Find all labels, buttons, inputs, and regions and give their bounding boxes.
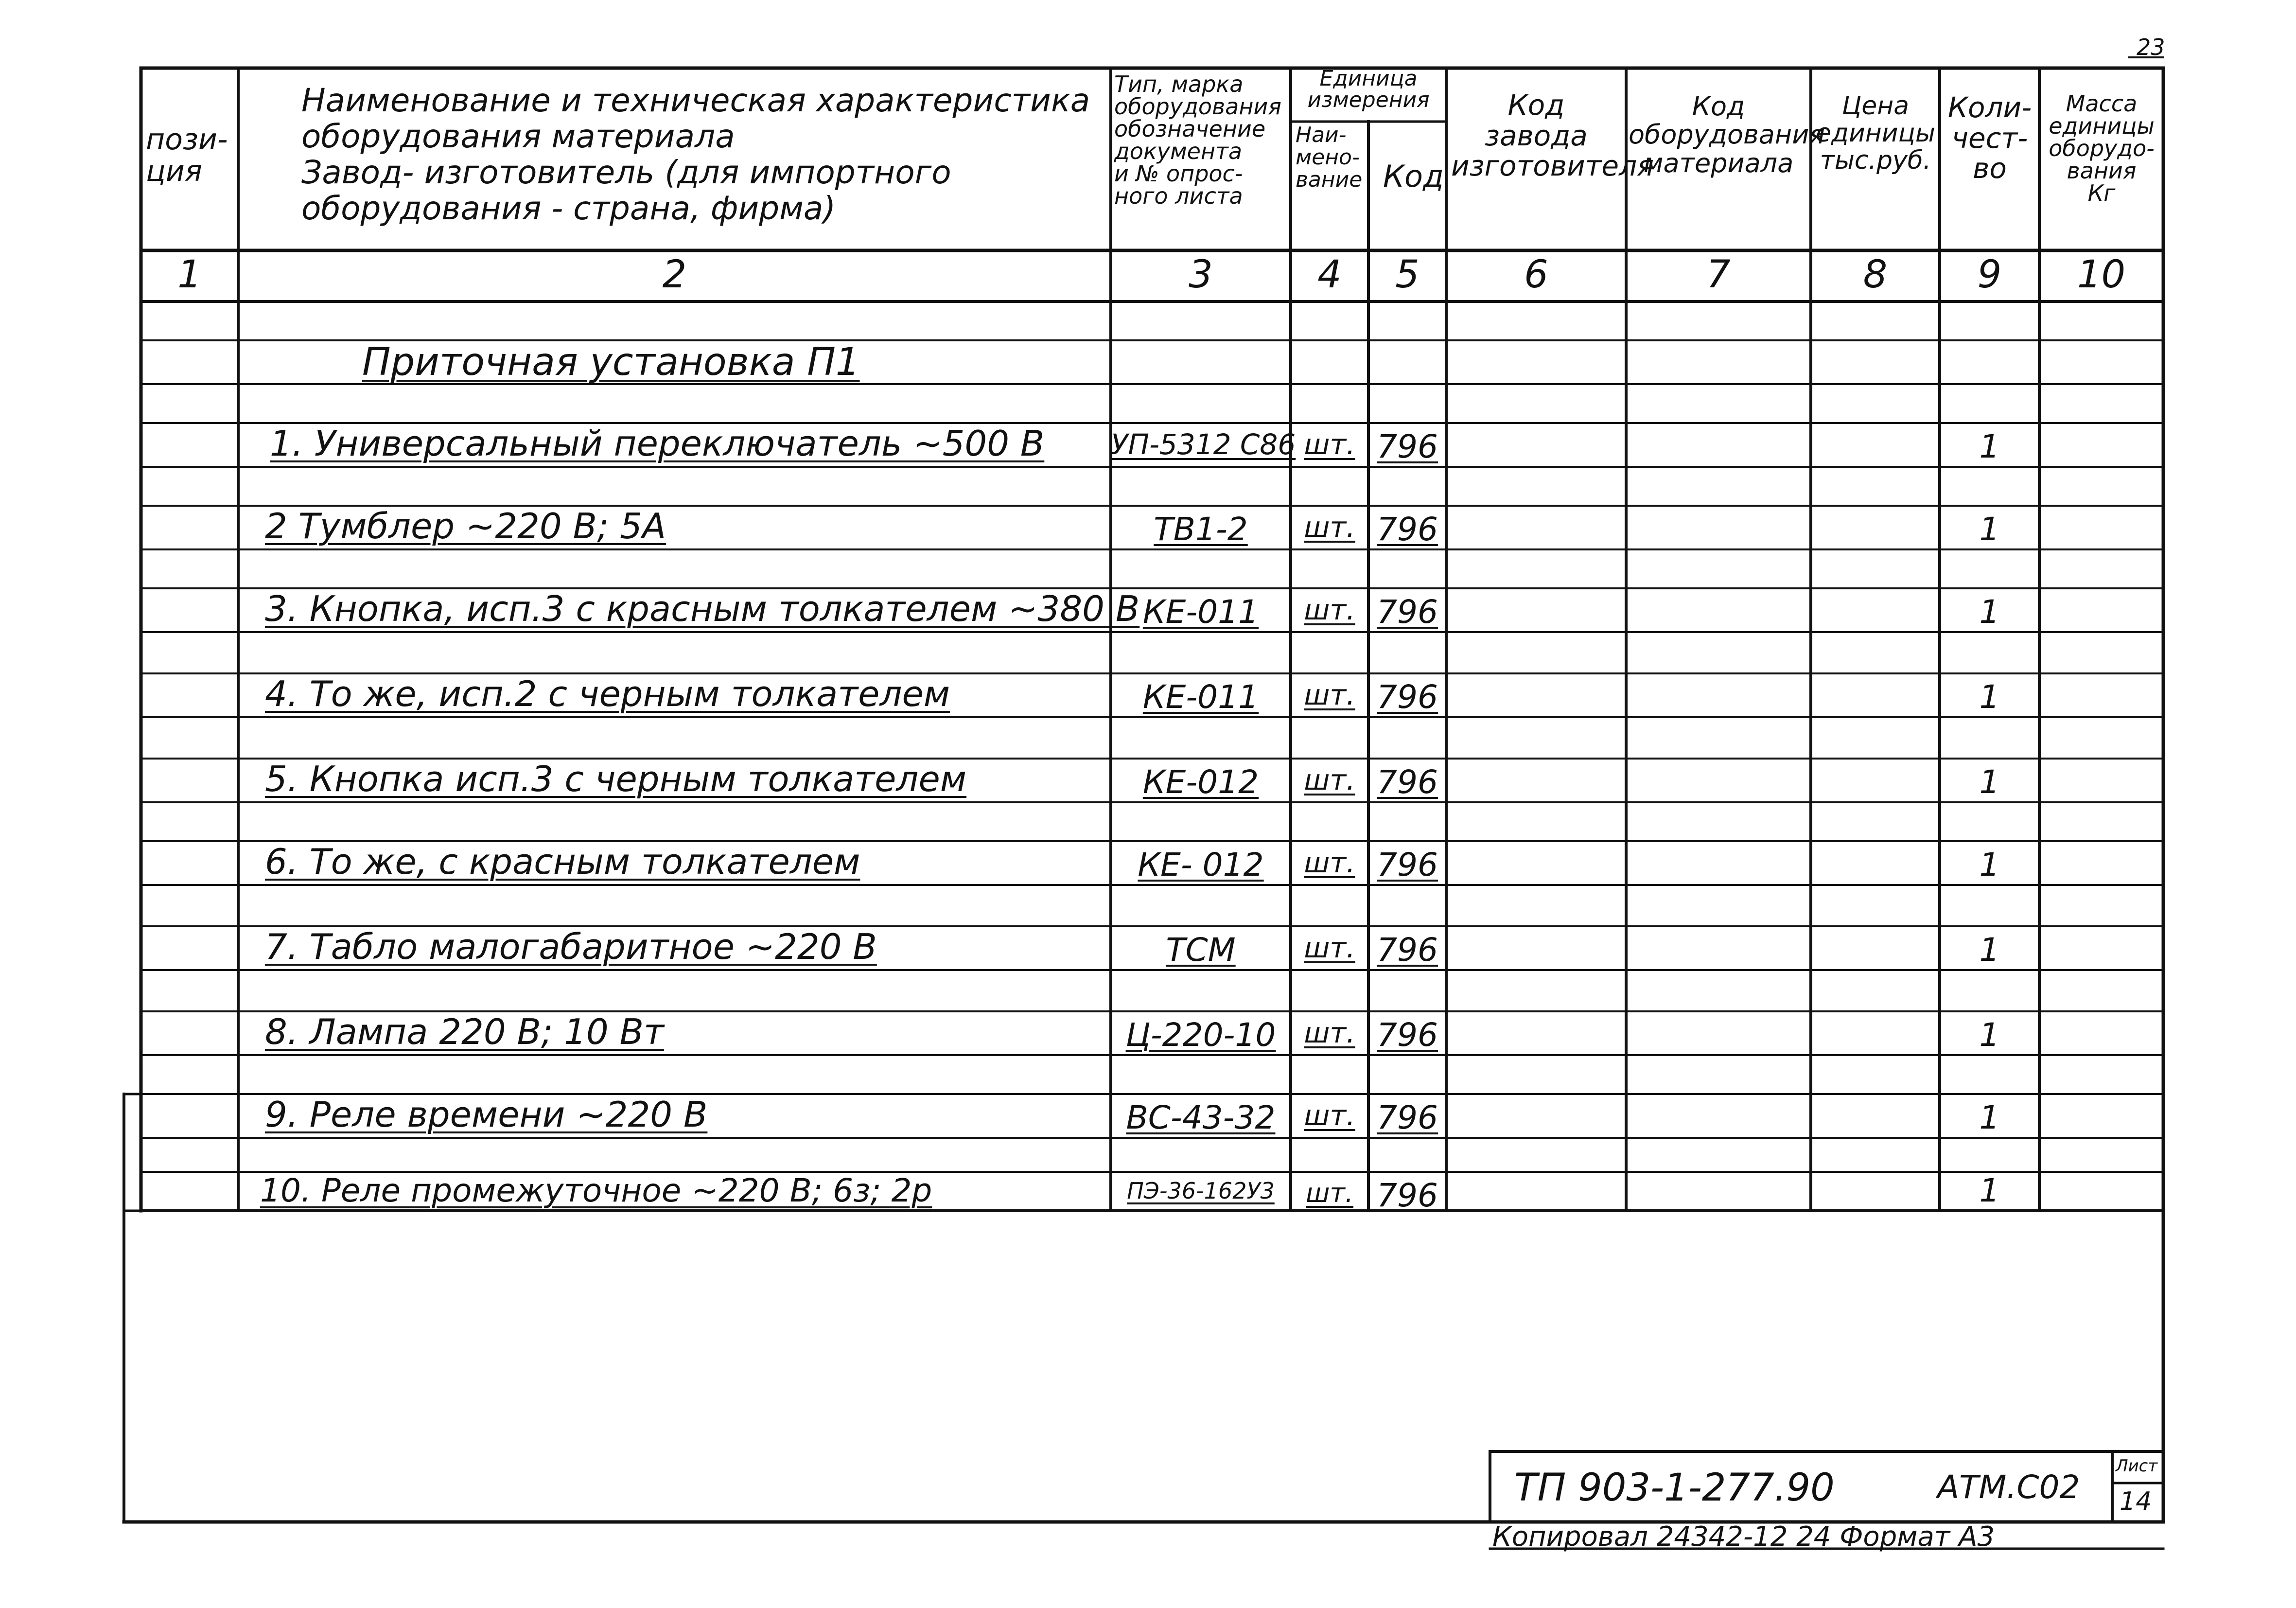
row-quantity: 1 bbox=[1979, 593, 2000, 631]
row-unit: шт. bbox=[1304, 1099, 1355, 1132]
row-name: 4. То же, исп.2 с черным толкателем bbox=[265, 673, 950, 714]
row-code: 796 bbox=[1377, 593, 1438, 631]
row-name: 1. Универсальный переключатель ~500 В bbox=[270, 423, 1045, 464]
column-number: 6 bbox=[1524, 253, 1548, 297]
row-quantity: 1 bbox=[1979, 428, 2000, 465]
row-unit: шт. bbox=[1304, 678, 1355, 711]
row-code: 796 bbox=[1377, 931, 1438, 969]
header-name: Наименование и техническая характеристика оборудования материала Завод- изготовитель (для импортного оборудования - страна, фирма) bbox=[301, 82, 1090, 227]
column-number: 8 bbox=[1863, 253, 1888, 297]
row-type: Ц-220-10 bbox=[1125, 1016, 1276, 1054]
row-type: ТСМ bbox=[1166, 931, 1236, 969]
row-name: 8. Лампа 220 В; 10 Вт bbox=[265, 1011, 664, 1052]
row-unit: шт. bbox=[1305, 1178, 1354, 1208]
copy-format-line: Копировал 24342-12 24 Формат А3 bbox=[1492, 1521, 1995, 1553]
row-code: 796 bbox=[1377, 428, 1438, 465]
row-type: УП-5312 С86 bbox=[1111, 428, 1296, 461]
row-unit: шт. bbox=[1304, 511, 1355, 544]
header-unit-code: Код bbox=[1383, 159, 1444, 194]
row-unit: шт. bbox=[1304, 931, 1355, 964]
header-price: Цена единицы тыс.руб. bbox=[1816, 91, 1935, 176]
row-code: 796 bbox=[1377, 511, 1438, 548]
sheet-number: 14 bbox=[2120, 1487, 2152, 1516]
row-quantity: 1 bbox=[1979, 678, 2000, 716]
row-unit: шт. bbox=[1304, 1016, 1355, 1049]
header-type: Тип, марка оборудования обозначение документа и № опрос- ного листа bbox=[1114, 71, 1281, 209]
row-quantity: 1 bbox=[1979, 511, 2000, 548]
column-number: 4 bbox=[1317, 253, 1342, 297]
column-number: 2 bbox=[662, 253, 687, 297]
header-mass: Масса единицы оборудо- вания Кг bbox=[2049, 90, 2155, 206]
row-quantity: 1 bbox=[1979, 1016, 2000, 1054]
sheet-code: АТМ.С02 bbox=[1937, 1468, 2080, 1506]
header-equipment-code: Код оборудования материала bbox=[1629, 91, 1825, 178]
row-code: 796 bbox=[1377, 1016, 1438, 1054]
header-position: пози- ция bbox=[146, 123, 228, 188]
column-number: 1 bbox=[177, 253, 202, 297]
row-name: 9. Реле времени ~220 В bbox=[265, 1094, 708, 1135]
row-code: 796 bbox=[1377, 678, 1438, 716]
row-unit: шт. bbox=[1304, 846, 1355, 879]
page-mark: 23 bbox=[2137, 34, 2165, 60]
row-code: 796 bbox=[1377, 1099, 1438, 1136]
row-code: 796 bbox=[1377, 846, 1438, 884]
column-number: 10 bbox=[2077, 253, 2126, 297]
row-type: ПЭ-36-162У3 bbox=[1127, 1178, 1275, 1204]
row-quantity: 1 bbox=[1979, 763, 2000, 801]
row-name: 3. Кнопка, исп.3 с красным толкателем ~380 В bbox=[265, 588, 1140, 629]
row-name: 10. Реле промежуточное ~220 В; 6з; 2р bbox=[260, 1172, 932, 1209]
row-quantity: 1 bbox=[1979, 846, 2000, 884]
row-name: 2 Тумблер ~220 В; 5А bbox=[265, 506, 666, 547]
row-type: ВС-43-32 bbox=[1126, 1099, 1276, 1136]
column-number: 7 bbox=[1706, 253, 1731, 297]
header-unit-group: Единица измерения bbox=[1307, 66, 1430, 112]
row-name: 6. То же, с красным толкателем bbox=[265, 841, 860, 882]
row-type: ТВ1-2 bbox=[1154, 511, 1248, 548]
row-type: КЕ-011 bbox=[1142, 593, 1259, 631]
row-code: 796 bbox=[1377, 1177, 1438, 1214]
section-title: Приточная установка П1 bbox=[362, 340, 860, 384]
row-unit: шт. bbox=[1304, 593, 1355, 626]
row-type: КЕ-011 bbox=[1142, 678, 1259, 716]
row-unit: шт. bbox=[1304, 428, 1355, 461]
row-name: 5. Кнопка исп.3 с черным толкателем bbox=[265, 759, 967, 799]
row-type: КЕ-012 bbox=[1142, 763, 1259, 801]
row-code: 796 bbox=[1377, 763, 1438, 801]
column-number: 9 bbox=[1977, 253, 2002, 297]
column-number: 3 bbox=[1189, 253, 1213, 297]
row-quantity: 1 bbox=[1979, 1099, 2000, 1136]
sheet-label: Лист bbox=[2116, 1456, 2158, 1476]
document-code: ТП 903-1-277.90 bbox=[1514, 1466, 1835, 1510]
row-unit: шт. bbox=[1304, 763, 1355, 796]
header-unit-name: Наи- мено- вание bbox=[1296, 123, 1363, 193]
header-plant-code: Код завода изготовителя bbox=[1451, 88, 1654, 183]
header-quantity: Коли- чест- во bbox=[1947, 91, 2032, 185]
row-quantity: 1 bbox=[1979, 931, 2000, 969]
row-quantity: 1 bbox=[1979, 1172, 2000, 1209]
row-type: КЕ- 012 bbox=[1138, 846, 1264, 884]
column-number: 5 bbox=[1395, 253, 1420, 297]
row-name: 7. Табло малогабаритное ~220 В bbox=[265, 926, 877, 967]
